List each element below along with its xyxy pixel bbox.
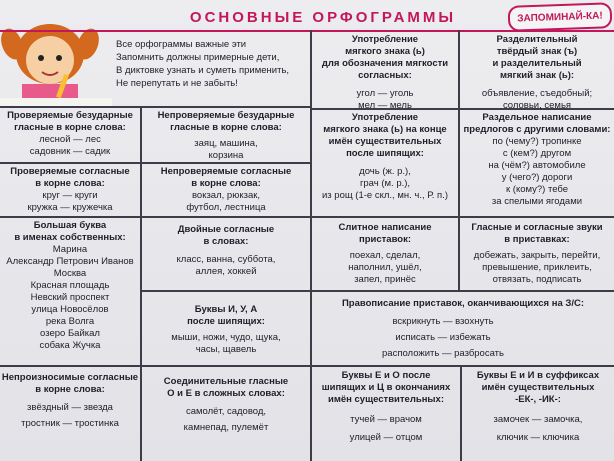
rule-example: мел — мель: [358, 100, 412, 111]
rule-example: поехал, сделал,: [349, 250, 421, 261]
prepositions-cell: [460, 112, 614, 208]
prefix-zs-cell: [312, 298, 614, 360]
rule-example: тростник — тростинка: [21, 418, 119, 429]
rule-heading: в приставках:: [504, 234, 570, 245]
rule-example: вскрикнуть — взохнуть: [392, 316, 494, 327]
rule-heading: мягкий знак (ь):: [499, 70, 575, 81]
rule-example: заяц, машина,: [194, 138, 258, 149]
rule-heading: -ЕК-, -ИК-:: [515, 394, 561, 405]
rule-example: из рощ (1-е скл., мн. ч., Р. п.): [321, 190, 449, 201]
rule-example: исписать — избежать: [395, 332, 491, 343]
rule-example: на (чём?) автомобиле: [488, 160, 586, 171]
rule-example: добежать, закрыть, перейти,: [473, 250, 601, 261]
rule-heading: в корне слова:: [35, 384, 105, 395]
capital-letters-cell: [0, 220, 140, 352]
intro-line: В диктовке узнать и суметь применить,: [116, 65, 290, 76]
rule-heading: в корне слова:: [35, 178, 105, 189]
rule-heading: Буквы Е и О после: [341, 370, 431, 381]
rule-heading: Буквы Е и И в суффиксах: [476, 370, 600, 381]
rule-heading: Двойные согласные: [177, 224, 275, 235]
rule-example: класс, ванна, суббота,: [176, 254, 276, 265]
rule-example: у (чего?) дороги: [501, 172, 573, 183]
rule-heading: Слитное написание: [338, 222, 432, 233]
rule-heading: имён существительных: [481, 382, 595, 393]
rule-example: самолёт, садовод,: [185, 406, 267, 417]
rule-heading: после шипящих:: [187, 316, 265, 327]
double-consonants-cell: [142, 224, 310, 278]
rule-heading: мягкого знака (ь) на конце: [323, 124, 447, 135]
unstressed-unchecked-cell: [142, 110, 310, 162]
oe-endings-cell: [312, 370, 460, 444]
rule-example: объявление, съедобный;: [481, 88, 593, 99]
ek-ik-cell: [462, 370, 614, 444]
prefix-vowels-cell: [460, 222, 614, 286]
rule-heading: Правописание приставок, оканчивающихся на З/С:: [341, 298, 585, 309]
rule-heading: в именах собственных:: [14, 232, 126, 243]
rule-example: наполнил, ушёл,: [348, 262, 422, 273]
rule-example: расположить — разбросать: [382, 348, 504, 359]
rule-example: вокзал, рюкзак,: [191, 190, 261, 201]
rule-example: отвязать, подписать: [492, 274, 582, 285]
soft-sign-cell: [312, 34, 458, 112]
rule-example: соловьи, семья: [502, 100, 572, 111]
rule-example: Невский проспект: [30, 292, 110, 303]
rule-example: садовник — садик: [29, 146, 111, 157]
rule-example: с (кем?) другом: [502, 148, 572, 159]
intro-line: Запомнить должны примерные дети,: [116, 52, 280, 63]
rule-example: превышение, приклеить,: [482, 262, 592, 273]
rule-heading: имён существительных:: [328, 394, 444, 405]
rule-example: река Волга: [45, 316, 95, 327]
separating-signs-cell: [460, 34, 614, 112]
rule-example: ключик — ключика: [496, 432, 580, 443]
rule-heading: имён существительных: [328, 136, 442, 147]
rule-example: аллея, хоккей: [195, 266, 257, 277]
rule-example: Москва: [53, 268, 87, 279]
rule-example: круг — круги: [42, 190, 98, 201]
rule-heading: для обозначения мягкости: [321, 58, 449, 69]
rule-example: корзина: [208, 150, 244, 161]
rule-example: озеро Байкал: [40, 328, 100, 339]
rule-heading: предлогов с другими словами:: [463, 124, 611, 135]
intro-line: Не перепутать и не забыть!: [116, 78, 238, 89]
rule-example: мыши, ножи, чудо, щука,: [171, 332, 281, 343]
rule-heading: Непроверяемые согласные: [160, 166, 292, 177]
rule-example: Марина: [52, 244, 88, 255]
rule-heading: в корне слова:: [191, 178, 261, 189]
rule-heading: шипящих и Ц в окончаниях: [321, 382, 451, 393]
rule-example: улица Новосёлов: [31, 304, 109, 315]
rule-example: тучей — врачом: [350, 414, 422, 425]
rule-heading: Разделительный: [496, 34, 578, 45]
rule-heading: и разделительный: [492, 58, 582, 69]
intro-line: Все орфограммы важные эти: [116, 39, 247, 50]
rule-example: часы, щавель: [195, 344, 257, 355]
rule-heading: гласные в корне слова:: [14, 122, 126, 133]
soft-sign-end-cell: [312, 112, 458, 202]
rule-example: футбол, лестница: [186, 202, 266, 213]
rule-example: грач (м. р.),: [359, 178, 411, 189]
rule-example: кружка — кружечка: [27, 202, 113, 213]
prefix-joined-cell: [312, 222, 458, 286]
connecting-vowels-cell: [142, 376, 310, 434]
rule-example: угол — уголь: [356, 88, 414, 99]
rule-heading: Проверяемые согласные: [10, 166, 130, 177]
rule-example: за спелыми ягодами: [491, 196, 583, 207]
intro-poem: [116, 38, 326, 90]
rule-heading: Большая буква: [33, 220, 107, 231]
rule-heading: Непроизносимые согласные: [1, 372, 139, 383]
rule-heading: Гласные и согласные звуки: [471, 222, 603, 233]
rule-example: улицей — отцом: [349, 432, 423, 443]
rule-heading: согласных:: [358, 70, 412, 81]
rule-heading: мягкого знака (ь): [345, 46, 425, 57]
silent-consonants-cell: [0, 372, 140, 430]
rule-heading: О и Е в сложных словах:: [167, 388, 285, 399]
rule-example: дочь (ж. р.),: [359, 166, 411, 177]
rule-heading: Буквы И, У, А: [194, 304, 258, 315]
page-title: ОСНОВНЫЕ ОРФОГРАММЫ: [189, 9, 457, 26]
rule-heading: приставок:: [358, 234, 412, 245]
rule-heading: Соединительные гласные: [163, 376, 289, 387]
rule-heading: Раздельное написание: [482, 112, 592, 123]
rule-example: камнепад, пулемёт: [183, 422, 269, 433]
rule-example: запел, принёс: [354, 274, 416, 285]
rule-heading: после шипящих:: [346, 148, 424, 159]
rule-example: лесной — лес: [39, 134, 101, 145]
rule-example: по (чему?) тропинке: [492, 136, 582, 147]
rule-example: Александр Петрович Иванов: [6, 256, 134, 267]
rule-example: замочек — замочка,: [493, 414, 583, 425]
unchecked-consonants-cell: [142, 166, 310, 214]
rule-example: собака Жучка: [39, 340, 101, 351]
rule-example: к (кому?) тебе: [505, 184, 569, 195]
rule-heading: гласные в корне слова:: [170, 122, 282, 133]
rule-heading: Непроверяемые безударные: [157, 110, 295, 121]
remember-badge: ЗАПОМИНАЙ-КА!: [508, 2, 613, 32]
rule-heading: Употребление: [351, 112, 419, 123]
rule-heading: Проверяемые безударные: [7, 110, 133, 121]
rule-example: Красная площадь: [30, 280, 110, 291]
rule-heading: в словах:: [203, 236, 249, 247]
rule-heading: Употребление: [351, 34, 419, 45]
girl-illustration: [0, 14, 112, 109]
rule-heading: твёрдый знак (ъ): [496, 46, 578, 57]
checked-consonants-cell: [0, 166, 140, 214]
rule-example: звёздный — звезда: [27, 402, 113, 413]
unstressed-checked-cell: [0, 110, 140, 158]
